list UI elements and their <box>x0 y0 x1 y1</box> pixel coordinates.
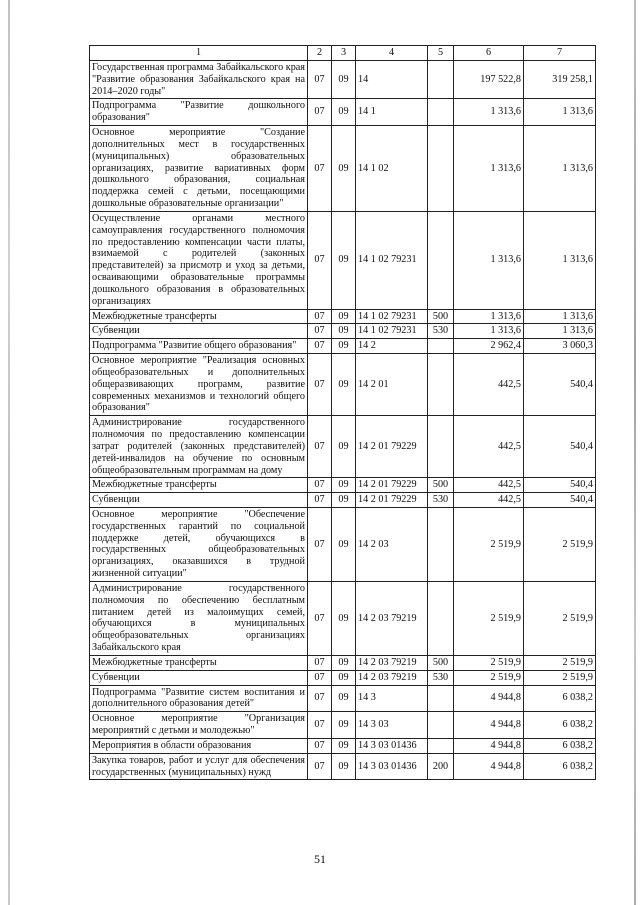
row-name: Закупка товаров, работ и услуг для обеспечения государственных (муниципальных) нужд <box>90 753 308 780</box>
row-name: Субвенции <box>90 670 308 685</box>
row-section: 07 <box>308 685 332 712</box>
row-target-code: 14 2 01 79229 <box>356 416 428 478</box>
row-subsection: 09 <box>332 478 356 493</box>
row-target-code: 14 3 <box>356 685 428 712</box>
row-amount-year1: 4 944,8 <box>454 738 524 753</box>
row-amount-year1: 442,5 <box>454 416 524 478</box>
row-section: 07 <box>308 507 332 581</box>
header-cell: 6 <box>454 46 524 61</box>
row-target-code: 14 1 <box>356 99 428 126</box>
row-section: 07 <box>308 581 332 655</box>
row-amount-year2: 540,4 <box>524 493 596 508</box>
table-row <box>90 61 596 99</box>
row-expense-type <box>428 507 454 581</box>
row-subsection: 09 <box>332 126 356 212</box>
row-expense-type <box>428 211 454 309</box>
row-amount-year1: 2 519,9 <box>454 581 524 655</box>
row-name: Подпрограмма "Развитие систем воспитания и дополнительного образования детей" <box>90 685 308 712</box>
row-amount-year1: 4 944,8 <box>454 753 524 780</box>
row-subsection: 09 <box>332 99 356 126</box>
row-section: 07 <box>308 324 332 339</box>
row-section: 07 <box>308 126 332 212</box>
row-expense-type <box>428 126 454 212</box>
row-target-code: 14 3 03 01436 <box>356 753 428 780</box>
row-amount-year2: 1 313,6 <box>524 126 596 212</box>
row-amount-year2: 6 038,2 <box>524 738 596 753</box>
row-amount-year1: 1 313,6 <box>454 324 524 339</box>
row-amount-year1: 442,5 <box>454 354 524 416</box>
row-name: Осуществление органами местного самоуправления государственного полномочия по предоставлению компенсации части платы, взимаемой с родителей (законных представителей) за присмотр и уход за детьми, осваивающими образовательные программы дошкольного образования в образовательных организациях <box>90 211 308 309</box>
row-name: Основное мероприятие "Организация мероприятий с детьми и молодежью" <box>90 712 308 739</box>
row-amount-year2: 2 519,9 <box>524 670 596 685</box>
row-subsection: 09 <box>332 670 356 685</box>
budget-table <box>89 45 596 780</box>
row-name: Основное мероприятие "Обеспечение государственных гарантий по социальной поддержке детей, обучающихся в государственных общеобразовательных организациях, оказавшихся в трудной жизненной ситуации" <box>90 507 308 581</box>
row-amount-year1: 2 519,9 <box>454 655 524 670</box>
row-expense-type <box>428 339 454 354</box>
row-target-code: 14 2 01 <box>356 354 428 416</box>
table-row <box>90 655 596 670</box>
row-amount-year1: 2 519,9 <box>454 507 524 581</box>
row-amount-year1: 2 962,4 <box>454 339 524 354</box>
row-target-code: 14 2 <box>356 339 428 354</box>
row-expense-type: 500 <box>428 655 454 670</box>
header-cell: 5 <box>428 46 454 61</box>
table-row <box>90 126 596 212</box>
page-number: 51 <box>314 852 326 866</box>
table-row <box>90 670 596 685</box>
header-cell: 2 <box>308 46 332 61</box>
row-section: 07 <box>308 738 332 753</box>
row-section: 07 <box>308 478 332 493</box>
row-subsection: 09 <box>332 211 356 309</box>
row-section: 07 <box>308 309 332 324</box>
row-amount-year2: 3 060,3 <box>524 339 596 354</box>
table-row <box>90 354 596 416</box>
row-expense-type <box>428 712 454 739</box>
row-name: Основное мероприятие "Создание дополнительных мест в государственных (муниципальных) образовательных организациях, развитие вариативных форм дошкольного образования, социальная поддержка семей с детьми, посещающими дошкольные образовательные организации" <box>90 126 308 212</box>
row-target-code: 14 2 03 79219 <box>356 655 428 670</box>
row-subsection: 09 <box>332 324 356 339</box>
row-amount-year1: 1 313,6 <box>454 99 524 126</box>
row-target-code: 14 1 02 <box>356 126 428 212</box>
row-name: Субвенции <box>90 324 308 339</box>
header-cell: 4 <box>356 46 428 61</box>
row-expense-type <box>428 685 454 712</box>
scan-edge-right <box>634 0 636 905</box>
scan-edge-left <box>8 0 10 905</box>
row-subsection: 09 <box>332 309 356 324</box>
row-expense-type: 500 <box>428 309 454 324</box>
row-expense-type: 530 <box>428 324 454 339</box>
row-name: Субвенции <box>90 493 308 508</box>
row-name: Мероприятия в области образования <box>90 738 308 753</box>
row-target-code: 14 2 01 79229 <box>356 478 428 493</box>
row-section: 07 <box>308 339 332 354</box>
row-name: Подпрограмма "Развитие общего образования" <box>90 339 308 354</box>
row-amount-year2: 6 038,2 <box>524 753 596 780</box>
row-amount-year1: 2 519,9 <box>454 670 524 685</box>
table-row <box>90 712 596 739</box>
row-section: 07 <box>308 354 332 416</box>
row-subsection: 09 <box>332 685 356 712</box>
row-amount-year1: 4 944,8 <box>454 685 524 712</box>
row-subsection: 09 <box>332 753 356 780</box>
row-name: Администрирование государственного полномочия по предоставлению компенсации затрат родителей (законных представителей) детей-инвалидов на обучение по основным общеобразовательным программам на дому <box>90 416 308 478</box>
row-section: 07 <box>308 670 332 685</box>
row-subsection: 09 <box>332 416 356 478</box>
row-amount-year2: 319 258,1 <box>524 61 596 99</box>
row-name: Межбюджетные трансферты <box>90 309 308 324</box>
row-target-code: 14 2 03 <box>356 507 428 581</box>
header-row <box>90 46 596 61</box>
row-expense-type <box>428 354 454 416</box>
table-row <box>90 493 596 508</box>
row-section: 07 <box>308 416 332 478</box>
row-target-code: 14 2 01 79229 <box>356 493 428 508</box>
row-expense-type: 500 <box>428 478 454 493</box>
table-body <box>90 61 596 780</box>
row-name: Администрирование государственного полномочия по обеспечению бесплатным питанием детей из малоимущих семей, обучающихся в муниципальных общеобразовательных организациях Забайкальского края <box>90 581 308 655</box>
row-expense-type <box>428 738 454 753</box>
table-row <box>90 99 596 126</box>
row-subsection: 09 <box>332 738 356 753</box>
table-row <box>90 738 596 753</box>
row-name: Основное мероприятие "Реализация основных общеобразовательных и дополнительных общеразвивающих программ, развитие современных механизмов и технологий общего образования" <box>90 354 308 416</box>
row-target-code: 14 1 02 79231 <box>356 211 428 309</box>
row-name: Межбюджетные трансферты <box>90 655 308 670</box>
table-row <box>90 416 596 478</box>
row-expense-type <box>428 581 454 655</box>
row-amount-year2: 6 038,2 <box>524 712 596 739</box>
row-subsection: 09 <box>332 61 356 99</box>
row-section: 07 <box>308 655 332 670</box>
row-amount-year2: 540,4 <box>524 354 596 416</box>
row-amount-year1: 442,5 <box>454 493 524 508</box>
row-target-code: 14 1 02 79231 <box>356 309 428 324</box>
row-name: Государственная программа Забайкальского края "Развитие образования Забайкальского края на 2014–2020 годы" <box>90 61 308 99</box>
row-section: 07 <box>308 99 332 126</box>
row-target-code: 14 3 03 01436 <box>356 738 428 753</box>
row-amount-year1: 197 522,8 <box>454 61 524 99</box>
row-amount-year2: 1 313,6 <box>524 309 596 324</box>
row-amount-year2: 2 519,9 <box>524 581 596 655</box>
row-subsection: 09 <box>332 354 356 416</box>
row-section: 07 <box>308 712 332 739</box>
row-amount-year2: 1 313,6 <box>524 211 596 309</box>
table-row <box>90 324 596 339</box>
table-row <box>90 753 596 780</box>
row-expense-type <box>428 99 454 126</box>
row-amount-year2: 1 313,6 <box>524 324 596 339</box>
header-cell: 3 <box>332 46 356 61</box>
row-expense-type: 530 <box>428 670 454 685</box>
table-row <box>90 685 596 712</box>
row-subsection: 09 <box>332 339 356 354</box>
row-subsection: 09 <box>332 712 356 739</box>
row-amount-year2: 6 038,2 <box>524 685 596 712</box>
row-name: Межбюджетные трансферты <box>90 478 308 493</box>
row-target-code: 14 1 02 79231 <box>356 324 428 339</box>
table-row <box>90 478 596 493</box>
row-amount-year1: 4 944,8 <box>454 712 524 739</box>
row-amount-year2: 2 519,9 <box>524 655 596 670</box>
row-amount-year2: 540,4 <box>524 478 596 493</box>
row-section: 07 <box>308 493 332 508</box>
row-amount-year1: 1 313,6 <box>454 126 524 212</box>
row-subsection: 09 <box>332 581 356 655</box>
row-section: 07 <box>308 211 332 309</box>
row-subsection: 09 <box>332 493 356 508</box>
row-amount-year1: 1 313,6 <box>454 211 524 309</box>
table-row <box>90 339 596 354</box>
row-section: 07 <box>308 61 332 99</box>
row-section: 07 <box>308 753 332 780</box>
row-expense-type: 530 <box>428 493 454 508</box>
row-expense-type: 200 <box>428 753 454 780</box>
row-amount-year2: 1 313,6 <box>524 99 596 126</box>
table-row <box>90 211 596 309</box>
row-subsection: 09 <box>332 507 356 581</box>
header-cell: 7 <box>524 46 596 61</box>
row-amount-year1: 1 313,6 <box>454 309 524 324</box>
row-subsection: 09 <box>332 655 356 670</box>
table-row <box>90 581 596 655</box>
row-amount-year2: 2 519,9 <box>524 507 596 581</box>
table-row <box>90 309 596 324</box>
row-target-code: 14 2 03 79219 <box>356 670 428 685</box>
header-cell: 1 <box>90 46 308 61</box>
row-target-code: 14 <box>356 61 428 99</box>
row-name: Подпрограмма "Развитие дошкольного образования" <box>90 99 308 126</box>
row-target-code: 14 2 03 79219 <box>356 581 428 655</box>
row-expense-type <box>428 416 454 478</box>
row-amount-year2: 540,4 <box>524 416 596 478</box>
row-target-code: 14 3 03 <box>356 712 428 739</box>
table-row <box>90 507 596 581</box>
row-expense-type <box>428 61 454 99</box>
row-amount-year1: 442,5 <box>454 478 524 493</box>
